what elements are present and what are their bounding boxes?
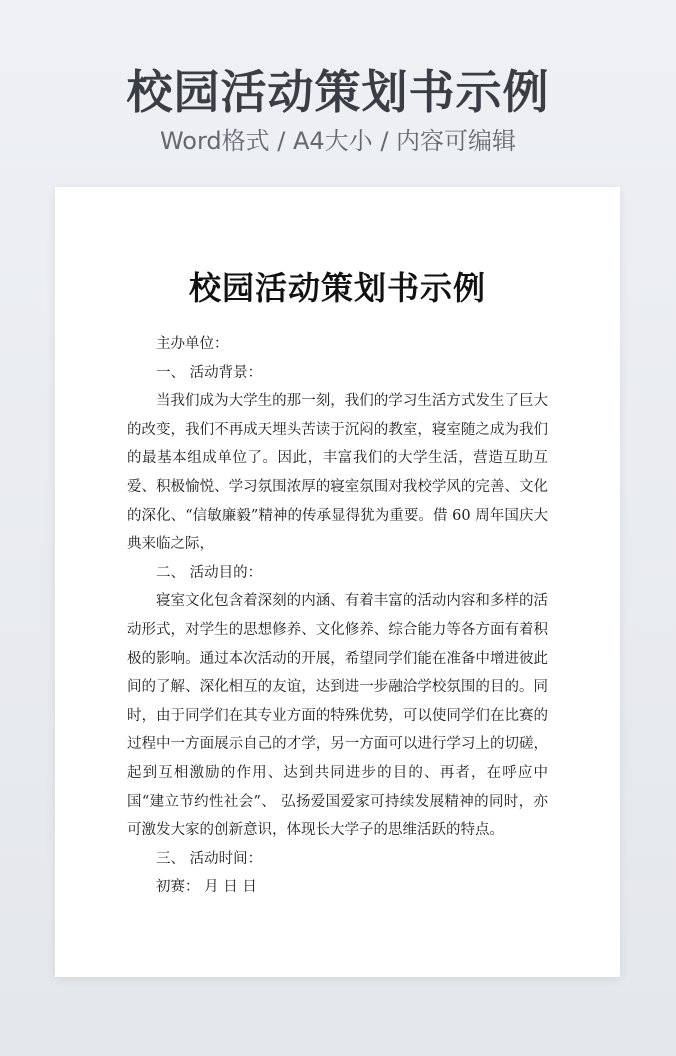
section-heading-purpose: 二、 活动目的：	[156, 564, 263, 581]
section-text-purpose: 寝室文化包含着深刻的内涵、有着丰富的活动内容和多样的活动形式，对学生的思想修养、文化修养、综合能力等各方面有着积极的影响。通过本次活动的开展，希望同学们能在准备中增进彼此间的了解、深化相互的友谊，达到进一步融洽学校氛围的目的。同时，由于同学们在其专业方面的特殊优势，可以使同学们在比赛的过程中一方面展示自己的才学，另一方面可以进行学习上的切磋，起到互相激励的作用、达到共同进步的目的、再者，在呼应中国“建立节约性社会”、 弘扬爱国爱家可持续发展精神的同时，亦可激发大家的创新意识，体现长大学子的思维活跃的特点。	[127, 593, 548, 839]
page-title: 校园活动策划书示例	[126, 65, 550, 119]
document-page	[55, 187, 620, 977]
section-heading-time: 三、 活动时间：	[156, 850, 263, 867]
organizer-label: 主办单位：	[156, 336, 229, 352]
section-text-background: 当我们成为大学生的那一刻，我们的学习生活方式发生了巨大的改变，我们不再成天埋头苦读于沉闷的教室，寝室随之成为我们的最基本组成单位了。因此，丰富我们的大学生活，营造互助互爱、积极愉悦、学习氛围浓厚的寝室氛围对我校学风的完善、文化的深化、“信敏廉毅”精神的传承显得犹为重要。借 60 周年国庆大典来临之际，	[127, 393, 548, 553]
preliminary-line: 初赛： 月 日 日	[156, 879, 257, 896]
page-subtitle: Word格式 / A4大小 / 内容可编辑	[159, 127, 517, 155]
document-title: 校园活动策划书示例	[188, 269, 486, 307]
document-body	[127, 330, 548, 902]
page-header	[0, 62, 676, 158]
section-heading-background: 一、 活动背景：	[156, 364, 263, 381]
